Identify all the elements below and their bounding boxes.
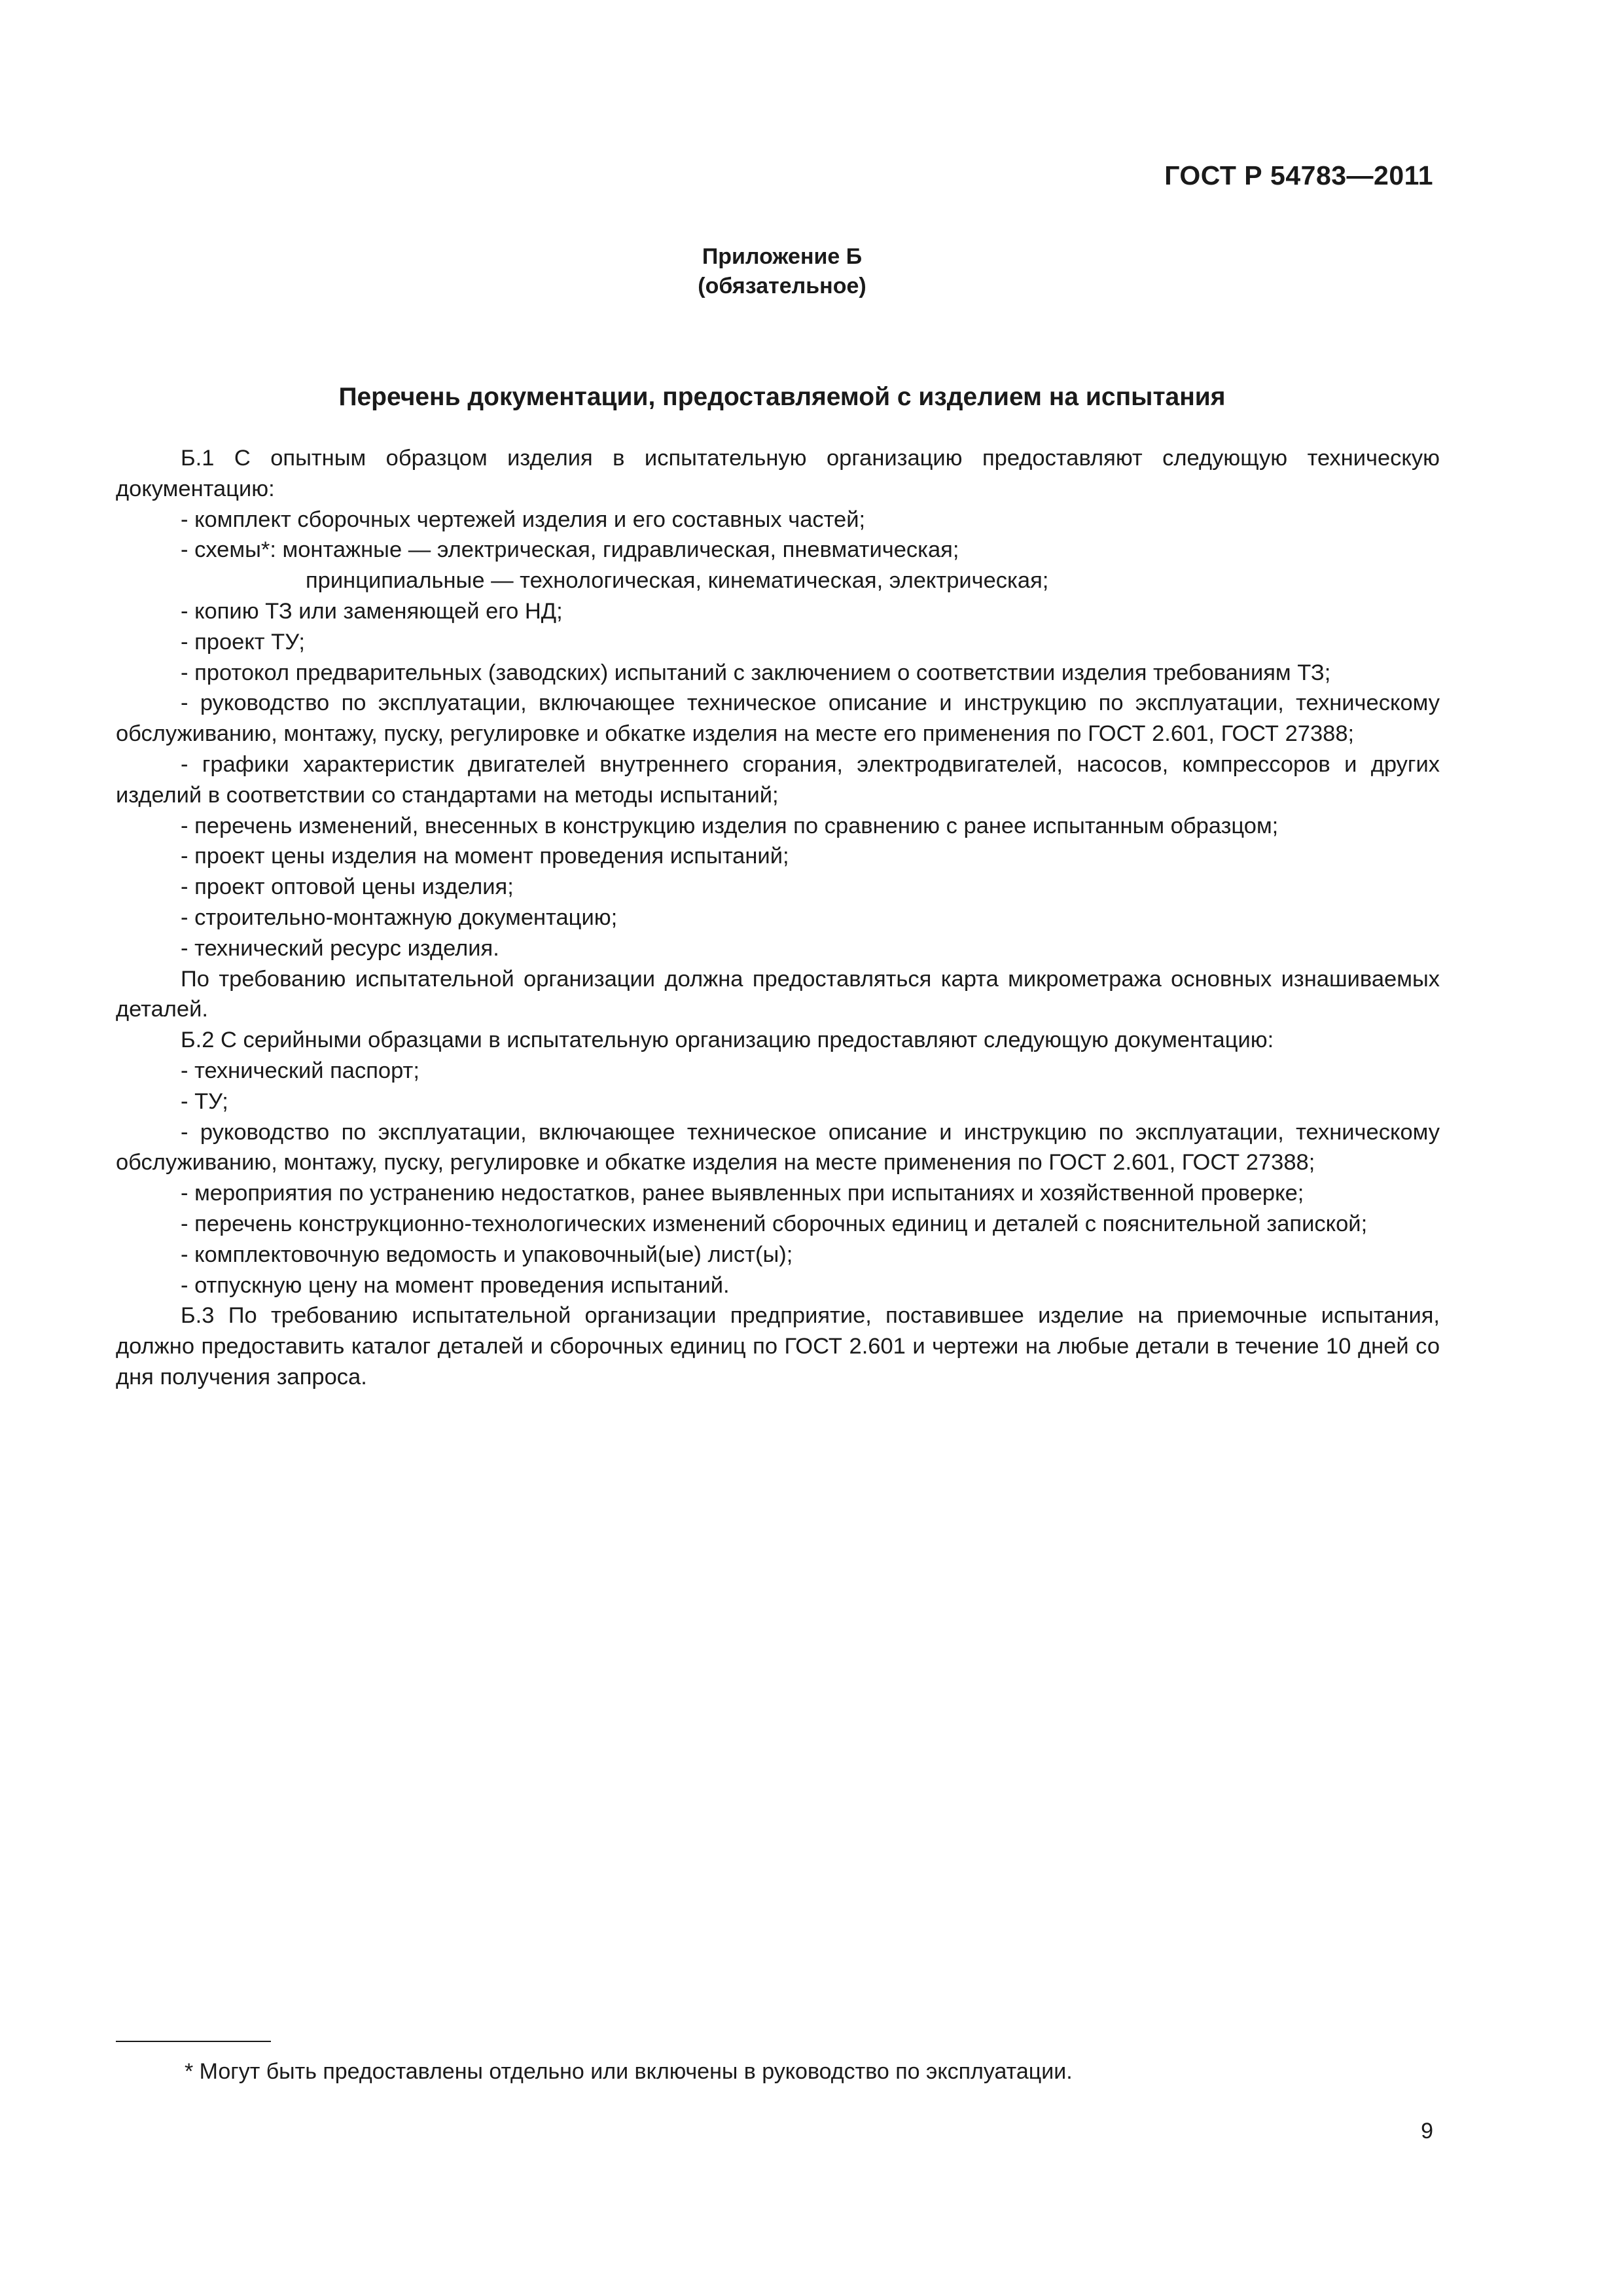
list-item: - технический паспорт; [181,1058,419,1083]
paragraph-b1: Б.1 С опытным образцом изделия в испытательную организацию предоставляют следующую техническую документацию: [116,446,1440,501]
list-item-continuation: принципиальные — технологическая, кинематическая, электрическая; [306,568,1049,594]
footnote: * Могут быть предоставлены отдельно или включены в руководство по эксплуатации. [185,2059,1073,2084]
annex-status: (обязательное) [698,274,866,298]
footnote-separator [116,2041,271,2042]
annex-body [116,443,1440,1393]
list-item: - комплект сборочных чертежей изделия и его составных частей; [181,507,866,532]
document-code: ГОСТ Р 54783—2011 [1164,160,1433,190]
list-item: - мероприятия по устранению недостатков, ранее выявленных при испытаниях и хозяйственной проверке; [181,1181,1304,1206]
list-item: - ТУ; [181,1088,228,1114]
annex-title: Перечень документации, предоставляемой с изделием на испытания [338,383,1226,411]
page-number: 9 [1421,2119,1433,2144]
list-item: - перечень конструкционно-технологических изменений сборочных единиц и деталей с пояснительной запиской; [181,1211,1368,1236]
paragraph-b2: Б.2 С серийными образцами в испытательную организацию предоставляют следующую документацию: [181,1028,1274,1053]
list-item: - технический ресурс изделия. [181,935,499,961]
list-item: - проект ТУ; [181,629,306,655]
list-item: - протокол предварительных (заводских) испытаний с заключением о соответствии изделия требованиям ТЗ; [181,660,1331,685]
annex-name: Приложение Б [702,244,863,269]
paragraph-b3: Б.3 По требованию испытательной организации предприятие, поставившее изделие на приемочные испытания, должно предоставить каталог деталей и сборочных единиц по ГОСТ 2.601 и чертежи на любые детали в течение 10 дней со дня получения запроса. [116,1303,1440,1390]
list-item: - комплектовочную ведомость и упаковочный(ые) лист(ы); [181,1242,793,1267]
list-item: - проект цены изделия на момент проведения испытаний; [181,844,789,869]
list-item: - схемы*: монтажные — электрическая, гидравлическая, пневматическая; [181,537,959,563]
paragraph-note: По требованию испытательной организации должна предоставляться карта микрометража основных изнашиваемых деталей. [116,966,1440,1022]
list-item: - графики характеристик двигателей внутреннего сгорания, электродвигателей, насосов, компрессоров и других изделий в соответствии со стандартами на методы испытаний; [116,751,1440,808]
list-item: - строительно-монтажную документацию; [181,905,618,930]
list-item: - перечень изменений, внесенных в конструкцию изделия по сравнению с ранее испытанным образцом; [181,813,1279,838]
list-item: - проект оптовой цены изделия; [181,874,514,900]
list-item: - копию ТЗ или заменяющей его НД; [181,598,563,624]
list-item: - отпускную цену на момент проведения испытаний. [181,1272,730,1298]
list-item: - руководство по эксплуатации, включающее техническое описание и инструкцию по эксплуатации, техническому обслуживанию, монтажу, пуску, регулировке и обкатке изделия на месте применения по ГОСТ 2.601, ГОСТ 27388; [116,1119,1440,1175]
list-item: - руководство по эксплуатации, включающее техническое описание и инструкцию по эксплуатации, техническому обслуживанию, монтажу, пуску, регулировке и обкатке изделия на месте его применения по ГОСТ 2.601, ГОСТ 27388; [116,691,1440,747]
annex-heading [0,242,1564,301]
